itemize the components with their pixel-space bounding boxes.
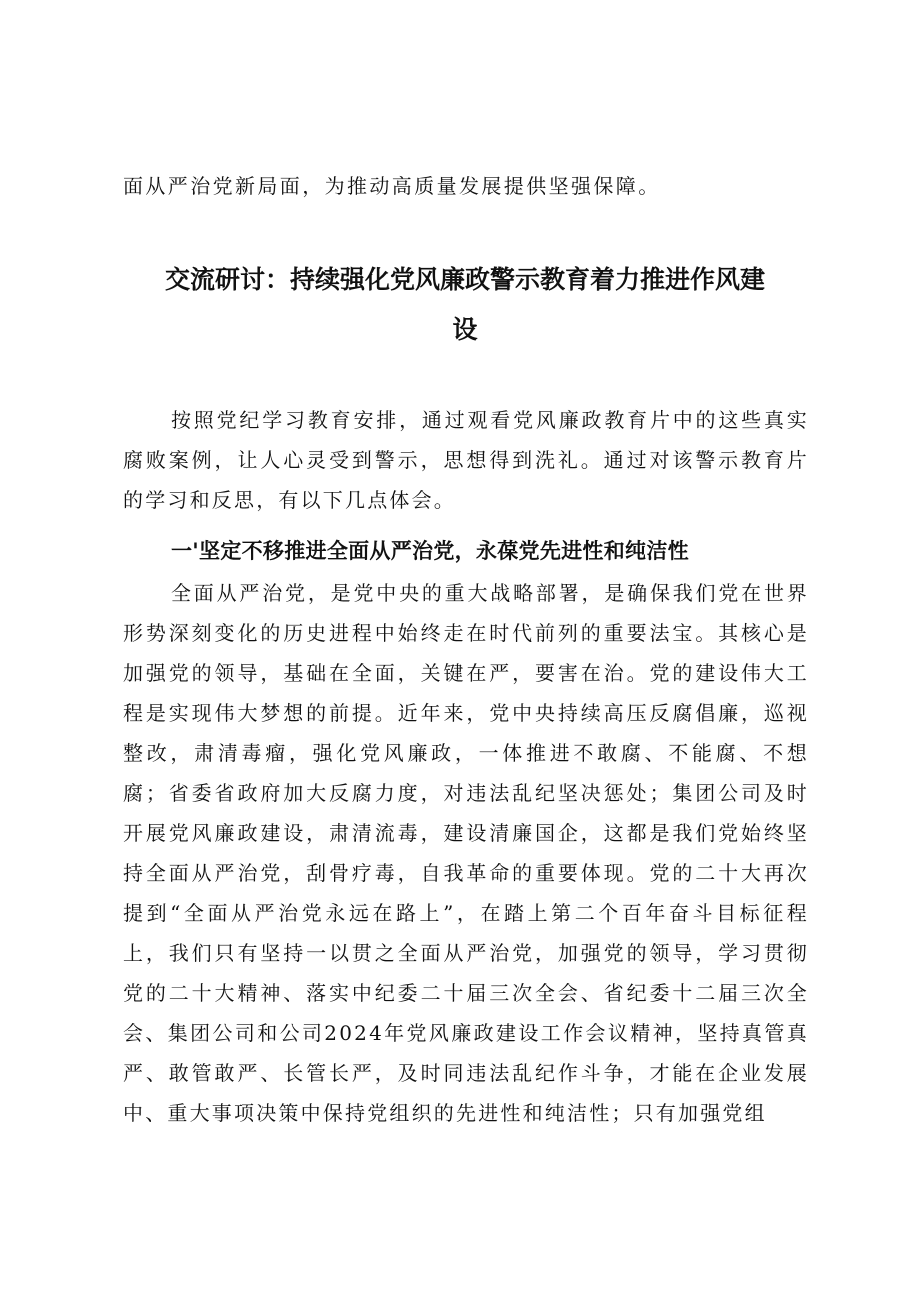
section-1-body: 全面从严治党，是党中央的重大战略部署，是确保我们党在世界形势深刻变化的历史进程中始终走在时代前列的重要法宝。其核心是加强党的领导，基础在全面，关键在严，要害在治。党的建设伟大工程是实现伟大梦想的前提。近年来，党中央持续高压反腐倡廉，巡视整改，肃清毒瘤，强化党风廉政，一体推进不敢腐、不能腐、不想腐；省委省政府加大反腐力度，对违法乱纪坚决惩处；集团公司及时开展党风廉政建设，肃清流毒，建设清廉国企，这都是我们党始终坚持全面从严治党，刮骨疗毒，自我革命的重要体现。党的二十大再次提到“全面从严治党永远在路上”，在踏上第二个百年奋斗目标征程上，我们只有坚持一以贯之全面从严治党，加强党的领导，学习贯彻党的二十大精神、落实中纪委二十届三次全会、省纪委十二届三次全会、集团公司和公司2024年党风廉政建设工作会议精神，坚持真管真严、敢管敢严、长管长严，及时同违法乱纪作斗争，才能在企业发展中、重大事项决策中保持党组织的先进性和纯洁性；只有加强党组	[123, 581, 809, 1125]
document-title-line-2: 设	[452, 315, 478, 344]
document-title-line-1: 交流研讨：持续强化党风廉政警示教育着力推进作风建	[164, 265, 765, 294]
intro-paragraph: 按照党纪学习教育安排，通过观看党风廉政教育片中的这些真实腐败案例，让人心灵受到警示，思想得到洗礼。通过对该警示教育片的学习和反思，有以下几点体会。	[123, 408, 809, 512]
section-1-heading: 一'坚定不移推进全面从严治党，永葆党先进性和纯洁性	[171, 539, 689, 563]
previous-paragraph-tail: 面从严治党新局面，为推动高质量发展提供坚强保障。	[123, 174, 661, 198]
